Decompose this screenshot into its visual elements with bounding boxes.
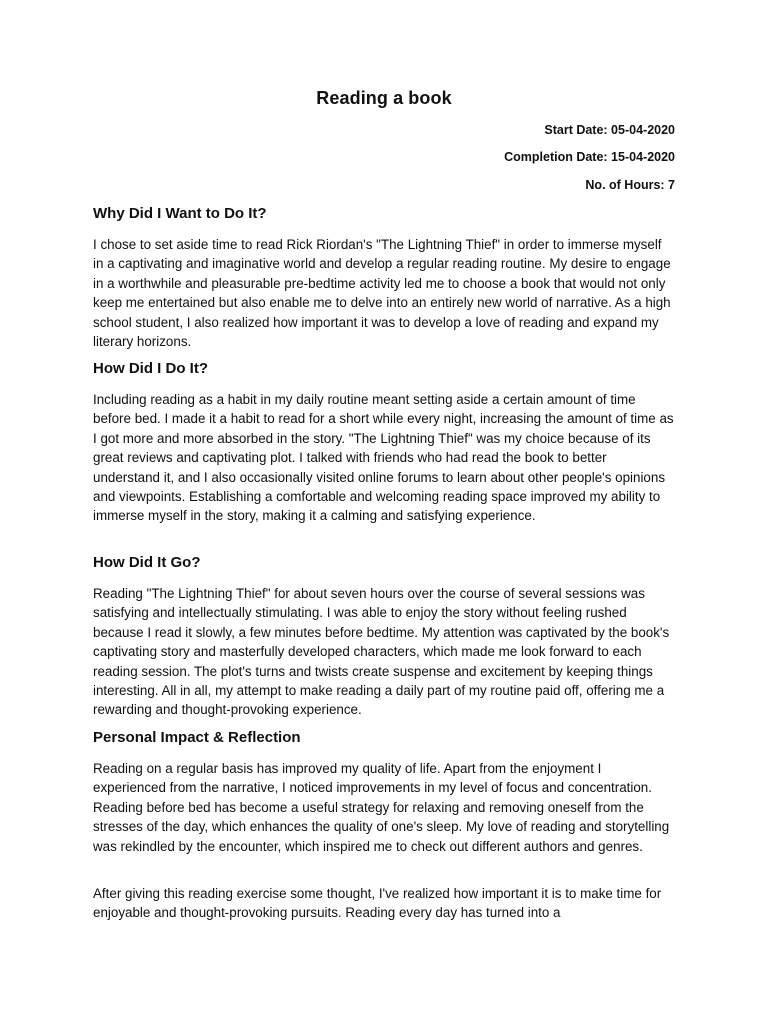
- number-of-hours: No. of Hours: 7: [585, 178, 675, 192]
- section-heading-how: How Did I Do It?: [93, 360, 208, 377]
- section-heading-impact: Personal Impact & Reflection: [93, 729, 301, 746]
- section-heading-why: Why Did I Want to Do It?: [93, 205, 267, 222]
- completion-date: Completion Date: 15-04-2020: [504, 150, 675, 164]
- section-body-why: I chose to set aside time to read Rick Riordan's "The Lightning Thief" in order to immerse myself in a captivating and imaginative world and develop a regular reading routine. My desire to engage in a worthwhile and pleasurable pre-bedtime activity led me to choose a book that would not only keep me entertained but also enable me to delve into an entirely new world of narrative. As a high school student, I also realized how important it was to develop a love of reading and expand my literary horizons.: [93, 237, 671, 350]
- page-title: Reading a book: [316, 88, 452, 108]
- section-heading-how-it-went: How Did It Go?: [93, 554, 201, 571]
- start-date: Start Date: 05-04-2020: [544, 123, 675, 137]
- section-body-impact: Reading on a regular basis has improved my quality of life. Apart from the enjoyment I experienced from the narrative, I noticed improvements in my level of focus and concentration. Reading before bed has become a useful strategy for relaxing and removing oneself from the stresses of the day, which enhances the quality of one's sleep. My love of reading and storytelling was rekindled by the encounter, which inspired me to check out different authors and genres.: [93, 761, 670, 854]
- section-body-reflection: After giving this reading exercise some thought, I've realized how important it is to make time for enjoyable and thought-provoking pursuits. Reading every day has turned into a: [93, 886, 662, 921]
- section-body-how-it-went: Reading "The Lightning Thief" for about seven hours over the course of several sessions was satisfying and intellectually stimulating. I was able to enjoy the story without feeling rushed because I read it slowly, a few minutes before bedtime. My attention was captivated by the book's captivating story and masterfully developed characters, which made me look forward to each reading session. The plot's turns and twists create suspense and excitement by keeping things interesting. All in all, my attempt to make reading a daily part of my routine paid off, offering me a rewarding and thought-provoking experience.: [93, 586, 670, 718]
- section-body-how: Including reading as a habit in my daily routine meant setting aside a certain amount of time before bed. I made it a habit to read for a short while every night, increasing the amount of time as I got more and more absorbed in the story. "The Lightning Thief" was my choice because of its great reviews and captivating plot. I talked with friends who had read the book to better understand it, and I also occasionally visited online forums to learn about other people's opinions and viewpoints. Establishing a comfortable and welcoming reading space improved my ability to immerse myself in the story, making it a calming and satisfying experience.: [93, 392, 674, 524]
